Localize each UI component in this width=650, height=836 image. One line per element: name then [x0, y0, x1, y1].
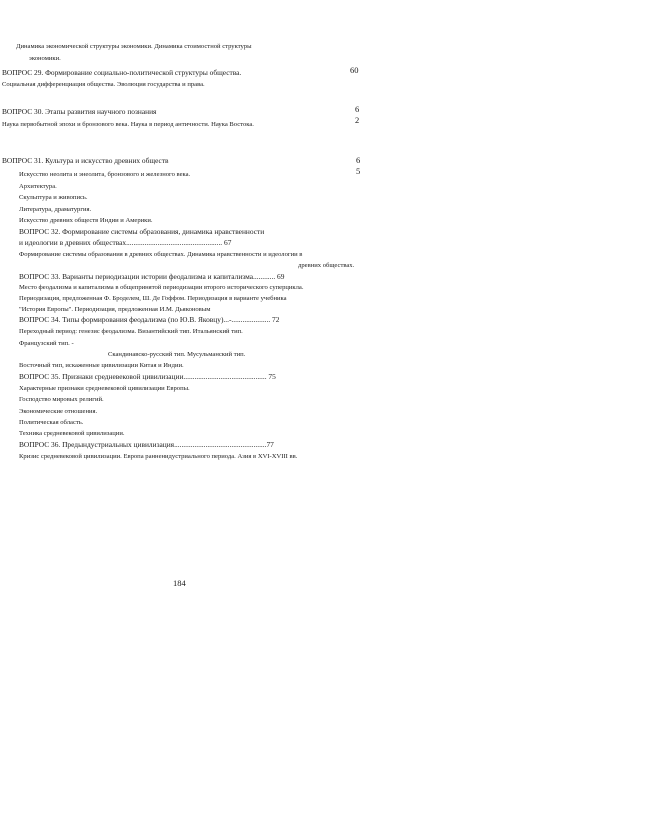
- toc-heading: ВОПРОС 29. Формирование социально-политической структуры общества.: [2, 68, 242, 77]
- toc-line: Техника средневековой цивилизации.: [19, 430, 125, 437]
- footer-page-number: 184: [173, 578, 186, 588]
- toc-line: Социальная дифференциация общества. Эволюция государства и права.: [2, 81, 205, 88]
- toc-heading: ВОПРОС 33. Варианты периодизации истории феодализма и капитализма............ 69: [19, 272, 285, 281]
- toc-line: Место феодализма и капитализма в общепринятой периодизации второго исторического суперцикла.: [19, 284, 304, 291]
- page-number: 60: [350, 65, 359, 75]
- page-number: 5: [356, 166, 361, 176]
- toc-line: "История Европы". Периодизация, предложенная И.М. Дьяконовым: [19, 306, 211, 313]
- toc-line: Архитектура.: [19, 183, 57, 190]
- toc-line: Скандинавско-русский тип. Мусульманский тип.: [108, 351, 246, 358]
- toc-line: Политическая область.: [19, 419, 84, 426]
- toc-line: экономики.: [29, 55, 61, 62]
- toc-heading: ВОПРОС 35. Признаки средневековой цивилизации............................................. 75: [19, 372, 276, 381]
- toc-line: Переходный период: генезис феодализма. Византийский тип. Итальянский тип.: [19, 328, 243, 335]
- toc-heading: ВОПРОС 36. Предындустриальных цивилизация..................................................77: [19, 440, 274, 449]
- page-number: 2: [355, 115, 360, 125]
- toc-line: Характерные признаки средневековой цивилизации Европы.: [19, 385, 190, 392]
- toc-line: Литература, драматургия.: [19, 206, 92, 213]
- toc-line: Французский тип. -: [19, 340, 74, 347]
- toc-line: Искусство неолита и энеолита, бронзового и железного века.: [19, 171, 191, 178]
- toc-line: Господство мировых религий.: [19, 396, 104, 403]
- toc-heading: ВОПРОС 30. Этапы развития научного познания: [2, 107, 157, 116]
- toc-line: Экономические отношения.: [19, 408, 98, 415]
- toc-heading: ВОПРОС 34. Типы формирования феодализма (по Ю.В. Яковцу)...-..................... 72: [19, 315, 280, 324]
- toc-line: Искусство древних обществ Индии и Америки.: [19, 217, 153, 224]
- toc-line: Динамика экономической структуры экономики. Динамика стоимостной структуры: [16, 43, 252, 50]
- toc-line: Восточный тип, искаженные цивилизации Китая и Индии.: [19, 362, 184, 369]
- toc-line: Кризис средневековой цивилизации. Европа ранненидустриального периода. Азия в XVI-XVIII вв.: [19, 453, 298, 460]
- toc-line: Периодизация, предложенная Ф. Броделем, Ш. Де Гоффом. Периодизация в варианте учебника: [19, 295, 287, 302]
- toc-heading: ВОПРОС 32. Формирование системы образования, динамика нравственности: [19, 227, 265, 236]
- toc-line: Наука первобытной эпохи и бронзового века. Наука в период античности. Наука Востока.: [2, 121, 254, 128]
- toc-heading: ВОПРОС 31. Культура и искусство древних обществ: [2, 156, 169, 165]
- page-number: 6: [356, 155, 361, 165]
- toc-line: Скульптура и живопись.: [19, 194, 88, 201]
- page-number: 6: [355, 104, 360, 114]
- toc-line: древних обществах.: [298, 262, 355, 269]
- toc-heading: и идеологии в древних обществах.................................................... 67: [19, 238, 232, 247]
- toc-line: Формирование системы образования в древних обществах. Динамика нравственности и идеологии в: [19, 251, 303, 258]
